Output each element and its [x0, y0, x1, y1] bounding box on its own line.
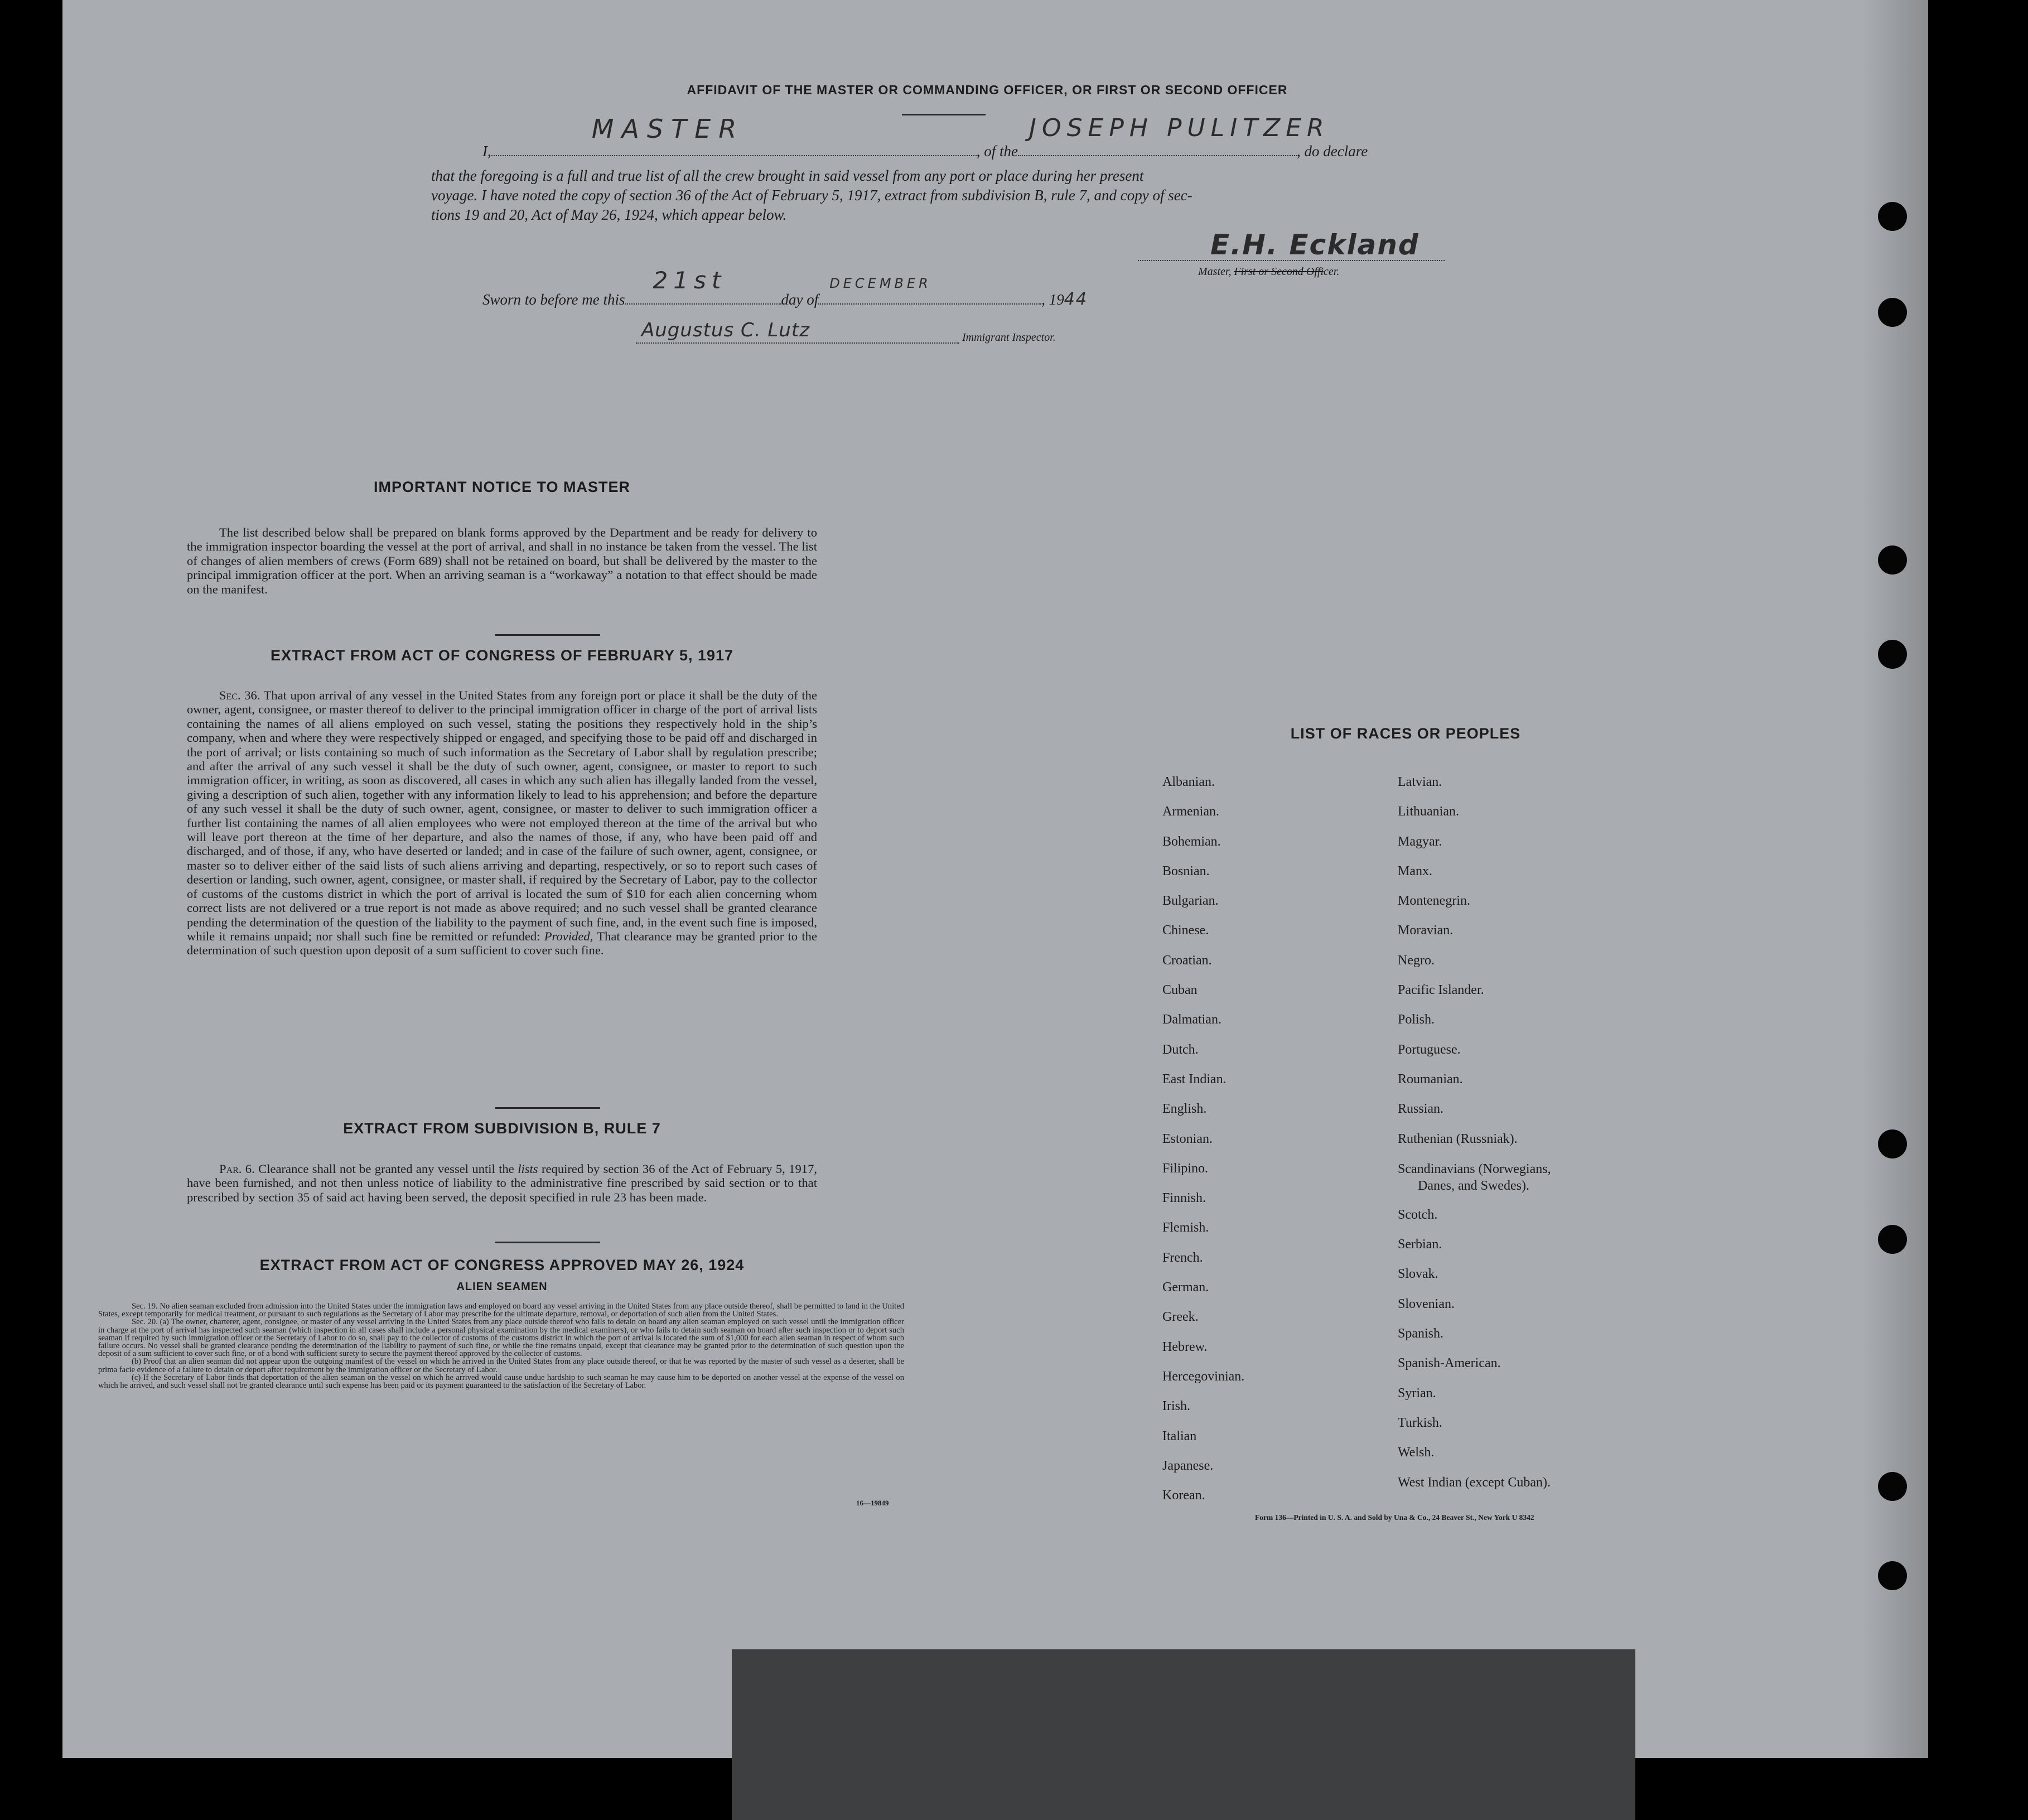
race-item: Turkish.: [1398, 1415, 1442, 1430]
race-item: Irish.: [1162, 1399, 1190, 1414]
race-item: Roumanian.: [1398, 1071, 1463, 1087]
race-item: Polish.: [1398, 1012, 1435, 1027]
race-item: Japanese.: [1162, 1458, 1214, 1473]
affidavit-body: [431, 166, 1477, 225]
affidavit-body-line-3: tions 19 and 20, Act of May 26, 1924, which appear below.: [431, 206, 787, 223]
day-of-label: day of: [781, 291, 819, 308]
sec36-label: Sec. 36.: [219, 688, 260, 702]
do-declare-label: , do declare: [1297, 143, 1368, 160]
sworn-year-handwriting: 44: [1064, 289, 1088, 309]
races-column-1: [1162, 767, 1244, 1510]
race-item: Estonian.: [1162, 1131, 1213, 1146]
race-item: Lithuanian.: [1398, 804, 1459, 819]
officer-caption: Master, First or Second Officer.: [1198, 265, 1340, 278]
race-item: Korean.: [1162, 1488, 1205, 1503]
race-item: Bohemian.: [1162, 834, 1221, 849]
race-item: Montenegrin.: [1398, 894, 1470, 909]
race-item: Pacific Islander.: [1398, 983, 1484, 998]
printer-imprint: Form 136—Printed in U. S. A. and Sold by Una & Co., 24 Beaver St., New York U 8342: [1255, 1513, 1534, 1522]
divider-1: [495, 634, 600, 636]
race-item: Russian.: [1398, 1102, 1444, 1117]
race-item: Hercegovinian.: [1162, 1369, 1245, 1384]
race-item: Cuban: [1162, 983, 1198, 998]
race-item: English.: [1162, 1102, 1207, 1117]
sec20c-text: (c) If the Secretary of Labor finds that deportation of the alien seaman on the vessel on which he arrived would cause undue hardship to such seaman he may cause him to be deported on another vessel at the expense of the vessel on which he arrived, and such vessel shall not be granted clearance until such expense has been paid or its payment guaranteed to the satisfaction of the Secretary of Labor.: [98, 1373, 904, 1391]
race-item: Moravian.: [1398, 923, 1454, 938]
sworn-year-prefix: , 19: [1041, 291, 1064, 308]
race-item: Slovenian.: [1398, 1296, 1455, 1311]
of-the-label: , of the: [976, 143, 1018, 160]
form-number: 16—19849: [856, 1499, 889, 1507]
master-handwriting: MASTER: [591, 114, 745, 144]
sworn-day-field: [625, 267, 781, 305]
inspector-signature: Augustus C. Lutz: [641, 319, 810, 341]
affidavit-title-rule: [902, 114, 986, 115]
officer-signature: E.H. Eckland: [1210, 229, 1419, 261]
rule7-title: EXTRACT FROM SUBDIVISION B, RULE 7: [343, 1120, 661, 1137]
race-item: Armenian.: [1162, 804, 1219, 819]
race-item: Albanian.: [1162, 775, 1215, 789]
punch-hole: [1878, 1561, 1907, 1590]
sworn-label: Sworn to before me this: [482, 291, 625, 308]
notice-body: The list described below shall be prepared on blank forms approved by the Department and be ready for delivery to the immigration inspector boarding the vessel at the port of arrival, and shall in no instance be taken from the vessel. The list of changes of alien members of crews (Form 689) shall not be retained on board, but shall be delivered by the master to the principal immigration officer at the port. When an arriving seaman is a “workaway” a notation to that effect should be made on the manifest.: [187, 525, 817, 596]
inspector-caption: Immigrant Inspector.: [962, 331, 1056, 344]
race-item: Portuguese.: [1398, 1042, 1461, 1057]
punch-hole: [1878, 1472, 1907, 1501]
race-item: Slovak.: [1398, 1267, 1438, 1282]
race-item: Finnish.: [1162, 1191, 1206, 1206]
race-item: Dalmatian.: [1162, 1012, 1221, 1027]
race-item: Bosnian.: [1162, 863, 1210, 878]
race-item: Syrian.: [1398, 1385, 1436, 1401]
race-item: Welsh.: [1398, 1445, 1435, 1460]
race-item: Spanish-American.: [1398, 1356, 1501, 1371]
sec20a-text: Sec. 20. (a) The owner, charterer, agent, consignee, or master of any vessel arriving in the United States from any place outside thereof who fails to detain on board any alien seaman employed on such vessel until the immigration officer in charge at the port of arrival has inspected such seaman (which inspection in all cases shall include a personal physical examination by the medical examiners), or who fails to detain such seaman on board after such inspection or to deport such seaman if required by such immigration officer or the Secretary of Labor to do so, shall pay to the collector of customs of the customs district in which the port of arrival is located the sum of $1,000 for each alien seaman in respect of whom such failure occurs. No vessel shall be granted clearance pending the determination of the liability to payment of such fine, or while the fine remains unpaid, except that clearance may be granted prior to the determination of such question upon the deposit of a sum sufficient to cover such fine, or of a bond with sufficient surety to secure the payment thereof approved by the collector of customs.: [98, 1317, 904, 1359]
races-title: LIST OF RACES OR PEOPLES: [1290, 725, 1521, 742]
sec19-text: Sec. 19. No alien seaman excluded from admission into the United States under the immigration laws and employed on board any vessel arriving in the United States from any place outside thereof, shall be permitted to land in the United States, except temporarily for medical treatment, or pursuant to such regulations as the Secretary of Labor may prescribe for the ultimate departure, removal, or deportation of such alien from the United States.: [98, 1302, 904, 1319]
divider-3: [495, 1242, 600, 1243]
race-item: Serbian.: [1398, 1237, 1442, 1252]
race-item: Ruthenian (Russniak).: [1398, 1131, 1518, 1146]
race-item: Italian: [1162, 1428, 1197, 1444]
extract-1917-body: Sec. 36. That upon arrival of any vessel in the United States from any foreign port or place it shall be the duty of the owner, agent, consignee, or master thereof to deliver to the principal immigration officer in charge of the port of arrival lists containing the names of all aliens employed on such vessel, stating the positions they respectively hold in the ship’s company, when and where they were respectively shipped or engaged, and specifying those to be paid off and discharged in the port of arrival; or lists containing so much of such information as the Secretary of Labor shall by regulation prescribe; and after the arrival of any such vessel it shall be the duty of such owner, agent, consignee, or master to report to such immigration officer, in writing, as soon as discovered, all cases in which any such alien has illegally landed from the vessel, giving a description of such alien, together with any information likely to lead to his apprehension; and before the departure of any such vessel it shall be the duty of such owner, agent, consignee, or master to deliver to such immigration officer a further list containing the names of all alien employees who were not employed thereon at the time of the arrival but who will leave port thereon at the time of her departure, and also the names of those, if any, who have been paid off and discharged, and of those, if any, who have deserted or landed; and in case of the failure of such owner, agent, consignee, or master so to deliver either of the said lists of such aliens arriving and departing, respectively, or so to report such cases of desertion or landing, such owner, agent, consignee, or master shall, if required by the Secretary of Labor, pay to the collector of customs of the customs district in which the port of arrival is located the sum of $10 for each alien concerning whom correct lists are not delivered or a true report is not made as above required; and no such vessel shall be granted clearance pending the determination of the question of the liability to the payment of such fine, and, in the event such fine is imposed, while it remains unpaid; nor shall such fine be remitted or refunded: Provided, That clearance may be granted prior to the determination of such question upon deposit of a sum sufficient to cover such fine.: [187, 688, 817, 958]
i-label: I,: [482, 143, 491, 160]
punch-hole: [1878, 640, 1907, 669]
race-item: German.: [1162, 1280, 1209, 1295]
master-name-field: [491, 114, 977, 156]
race-item: Chinese.: [1162, 923, 1209, 938]
affidavit-title: AFFIDAVIT OF THE MASTER OR COMMANDING OFFICER, OR FIRST OR SECOND OFFICER: [687, 83, 1288, 97]
race-item: Bulgarian.: [1162, 894, 1219, 909]
race-item: Negro.: [1398, 953, 1435, 968]
race-item: Croatian.: [1162, 953, 1212, 968]
race-item: Latvian.: [1398, 775, 1442, 789]
extract-1924-title: EXTRACT FROM ACT OF CONGRESS APPROVED MAY 26, 1924: [259, 1257, 745, 1273]
race-item: Hebrew.: [1162, 1339, 1208, 1354]
extract-1924-body: [98, 1302, 904, 1389]
affidavit-body-line-2: voyage. I have noted the copy of section 36 of the Act of February 5, 1917, extract from subdivision B, rule 7, and copy of sec-: [431, 187, 1192, 204]
race-item: Danes, and Swedes).: [1418, 1178, 1529, 1193]
punch-hole: [1878, 1129, 1907, 1158]
sworn-month-handwriting: DECEMBER: [829, 276, 931, 291]
sec20b-text: (b) Proof that an alien seaman did not appear upon the outgoing manifest of the vessel on which he arrived in the United States from any place outside thereof, or that he was reported by the master of such vessel as a deserter, shall be prima facie evidence of a failure to detain or deport after requirement by the immigration officer or the Secretary of Labor.: [98, 1357, 904, 1374]
vessel-handwriting: JOSEPH PULITZER: [1029, 114, 1330, 142]
punch-hole: [1878, 545, 1907, 575]
sworn-day-handwriting: 21st: [653, 267, 727, 294]
race-item: Manx.: [1398, 863, 1432, 878]
sworn-line: [482, 267, 1088, 309]
race-item: Scandinavians (Norwegians,: [1398, 1161, 1551, 1176]
race-item: Dutch.: [1162, 1042, 1199, 1057]
race-item: West Indian (except Cuban).: [1398, 1475, 1551, 1490]
divider-2: [495, 1107, 600, 1109]
race-item: Spanish.: [1398, 1326, 1444, 1341]
sworn-month-field: [818, 276, 1041, 305]
punch-hole: [1878, 1225, 1907, 1254]
race-item: French.: [1162, 1250, 1203, 1265]
punch-hole: [1878, 298, 1907, 327]
inspector-signature-line: [636, 341, 959, 344]
race-item: Magyar.: [1398, 834, 1442, 849]
race-item: East Indian.: [1162, 1071, 1227, 1087]
race-item: Greek.: [1162, 1310, 1199, 1325]
race-item: Scotch.: [1398, 1207, 1438, 1222]
affidavit-line-1: [482, 114, 1478, 160]
races-column-2: [1398, 767, 1551, 1498]
rule7-body: Par. 6. Clearance shall not be granted any vessel until the lists required by section 36 of the Act of February 5, 1917, have been furnished, and not then unless notice of liability to the administrative fine prescribed by said section or to that prescribed by section 35 of said act having been served, the deposit specified in rule 23 has been made.: [187, 1162, 818, 1204]
redacted-block: [732, 1649, 1635, 1820]
affidavit-body-line-1: that the foregoing is a full and true list of all the crew brought in said vessel from any port or place during her present: [431, 167, 1144, 184]
race-item: Flemish.: [1162, 1220, 1209, 1235]
punch-hole: [1878, 202, 1907, 231]
alien-seamen-subtitle: ALIEN SEAMEN: [456, 1281, 548, 1293]
notice-title: IMPORTANT NOTICE TO MASTER: [374, 479, 630, 495]
extract-1917-title: EXTRACT FROM ACT OF CONGRESS OF FEBRUARY 5, 1917: [270, 647, 734, 664]
vessel-name-field: [1018, 114, 1330, 156]
race-item: Filipino.: [1162, 1161, 1209, 1176]
